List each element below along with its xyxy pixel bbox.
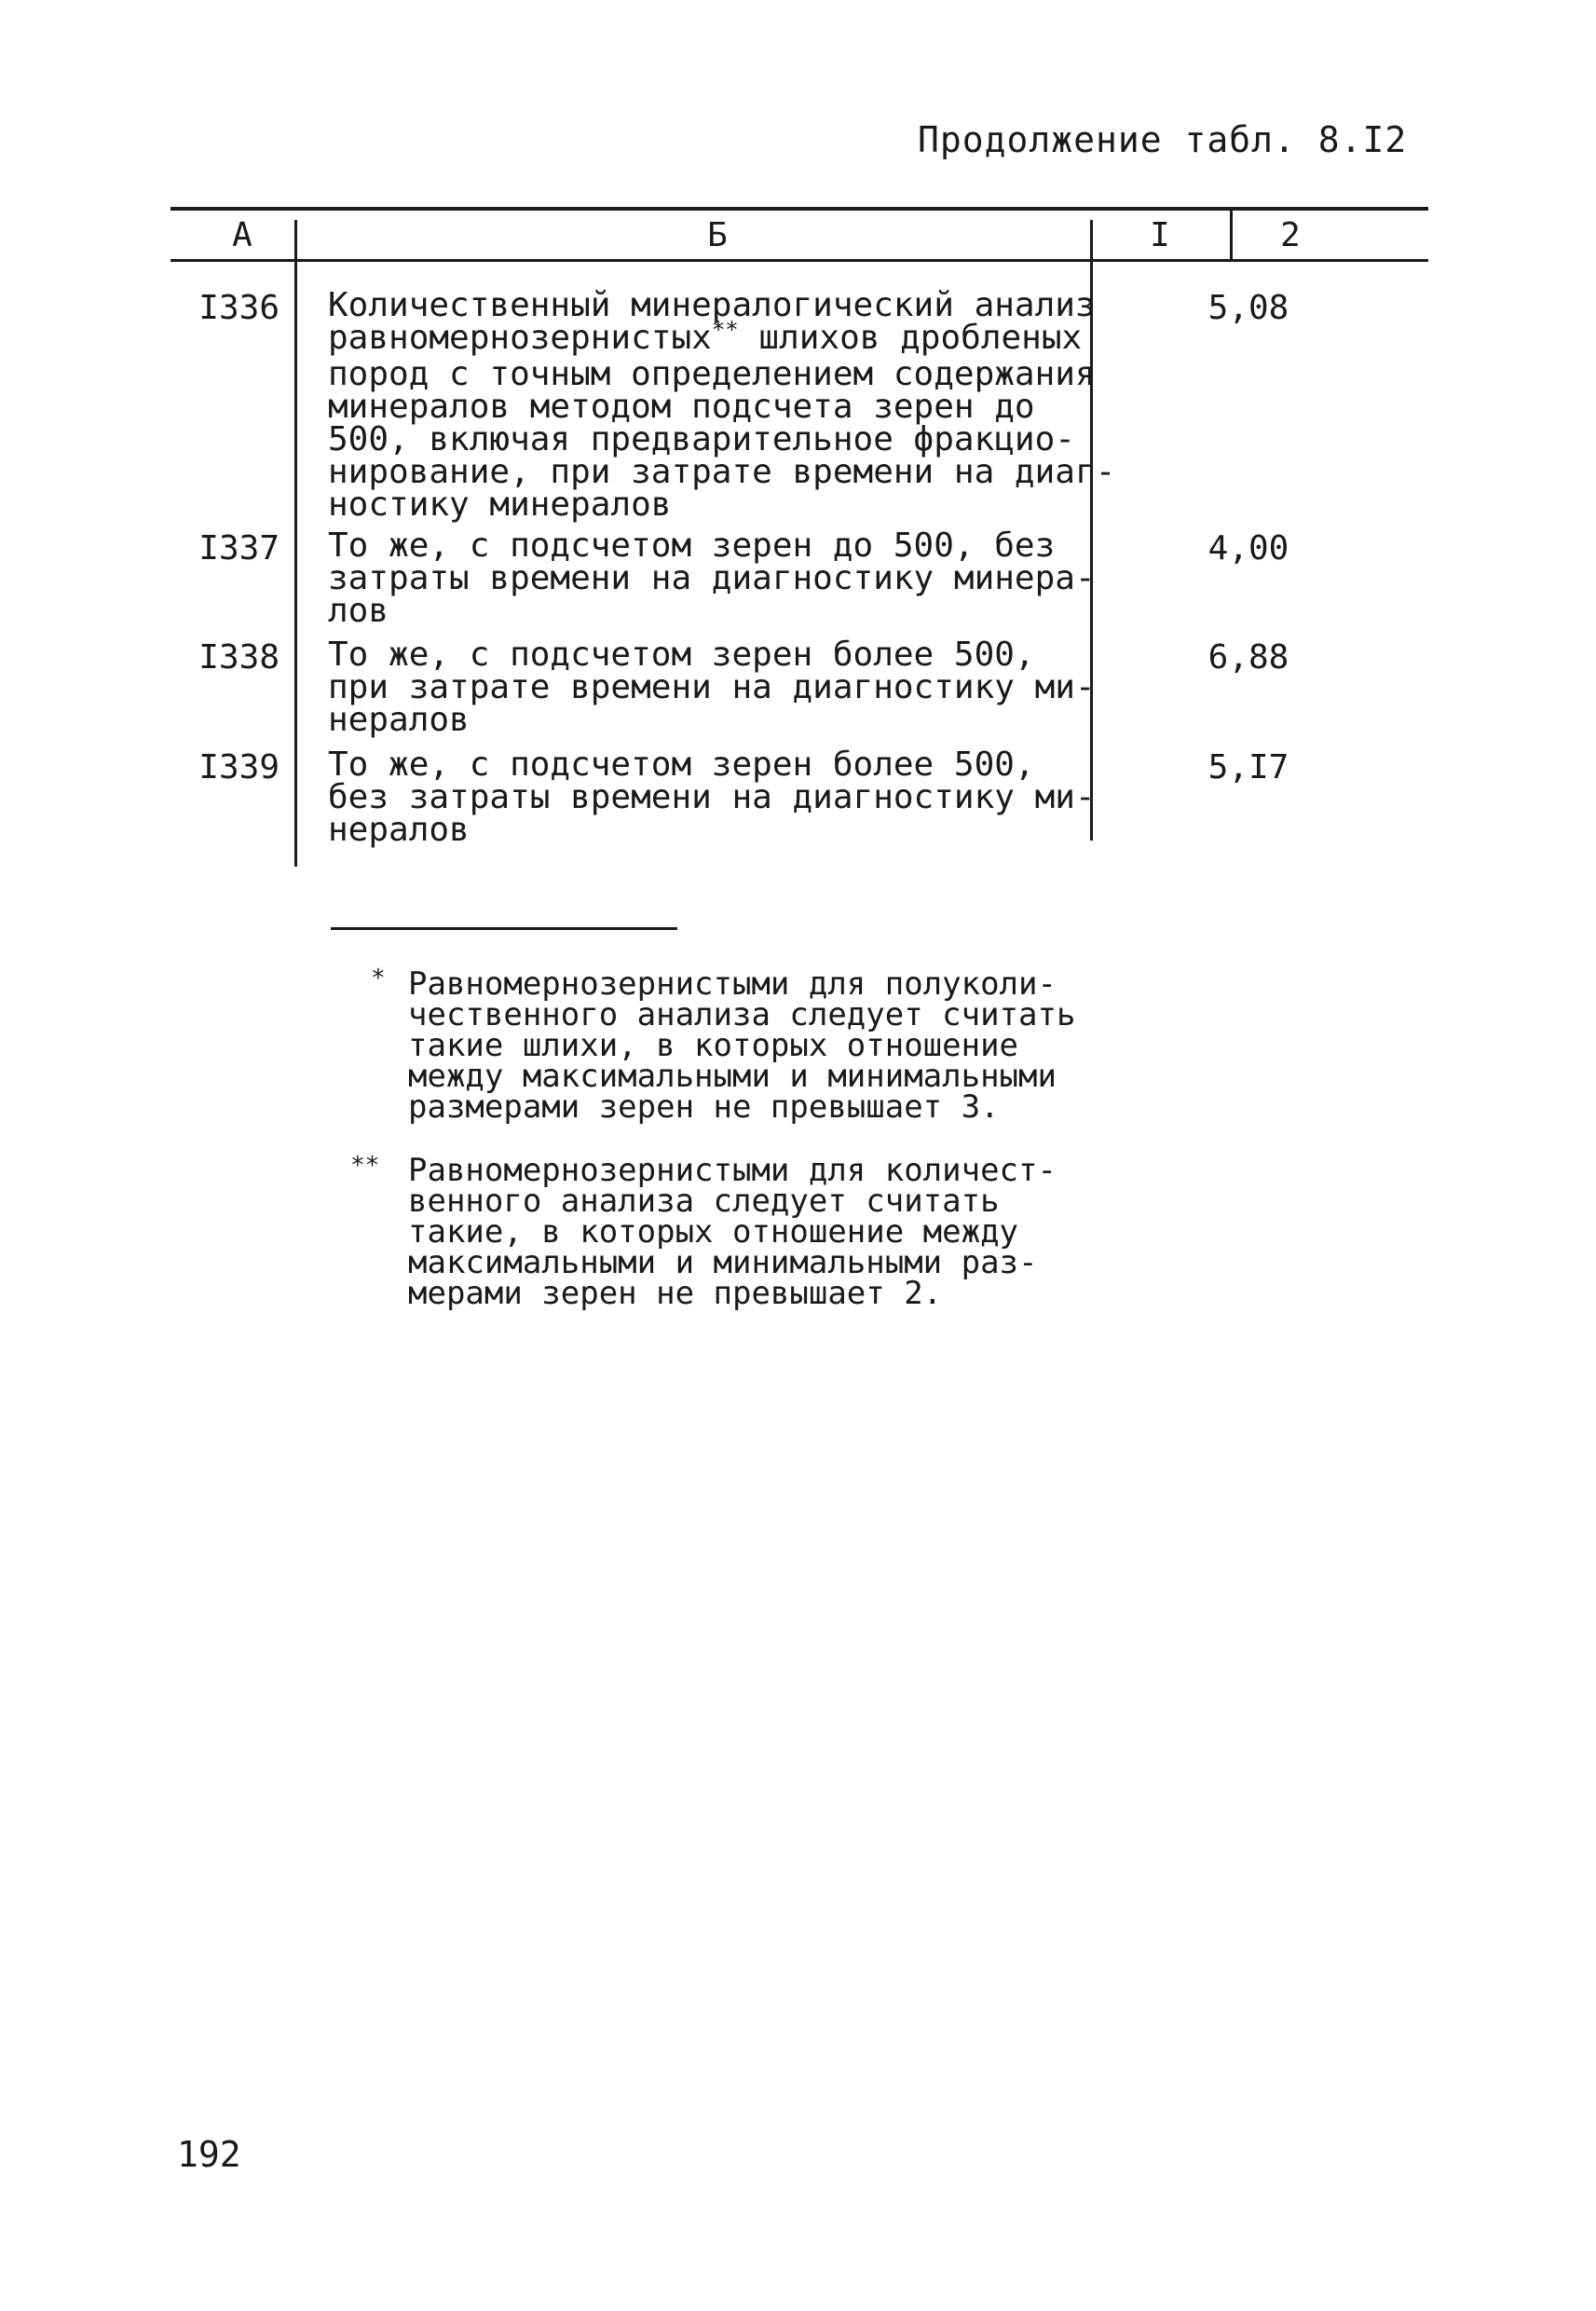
footnote-text: Равномернозернистыми для полуколи- чественного анализа следует считать такие шлихи, в которых отношение между максимальными и минимальными размерами зерен не превышает 3. (408, 965, 1076, 1126)
row-value: 4,00 (1207, 529, 1289, 567)
table-top-rule (171, 207, 1428, 211)
footnote-ref-double-asterisk: ** (711, 317, 739, 343)
row-description: То же, с подсчетом зерен более 500, при затрате времени на диагностику ми- нералов (328, 636, 1096, 739)
table-caption: Продолжение табл. 8.I2 (918, 119, 1408, 160)
row-code: I337 (198, 529, 280, 567)
footnote-separator (331, 927, 677, 930)
footnote-mark: * (371, 964, 386, 992)
header-2: 2 (1280, 216, 1301, 254)
footnote-text: Равномернозернистыми для количест- венного анализа следует считать такие, в которых отношение между максимальными и минимальными раз- мерами зерен не превышает 2. (408, 1152, 1057, 1312)
row-description: Количественный минералогический анализ равномернозернистых** шлихов дробленых пород с точным определением содержания минералов методом подсчета зерен до 500, включая предварительное фракцио- нирование, при затрате времени на диаг- ностику минералов (328, 286, 1116, 524)
footnote-mark: ** (350, 1152, 380, 1180)
row-value: 6,88 (1207, 638, 1289, 677)
column-divider-a-b (294, 220, 297, 867)
column-divider-1-2 (1230, 211, 1233, 259)
row-description: То же, с подсчетом зерен более 500, без затраты времени на диагностику ми- нералов (328, 745, 1096, 849)
header-b: Б (707, 216, 728, 254)
header-1: I (1150, 216, 1170, 254)
row-code: I338 (198, 638, 280, 677)
row-value: 5,08 (1207, 289, 1289, 327)
row-value: 5,I7 (1207, 748, 1289, 786)
row-description: То же, с подсчетом зерен до 500, без затраты времени на диагностику минера- лов (328, 526, 1096, 630)
row-code: I336 (198, 289, 280, 327)
header-a: А (232, 216, 252, 254)
row-code: I339 (198, 748, 280, 786)
page-number: 192 (177, 2134, 241, 2175)
table-header-rule (171, 259, 1428, 262)
